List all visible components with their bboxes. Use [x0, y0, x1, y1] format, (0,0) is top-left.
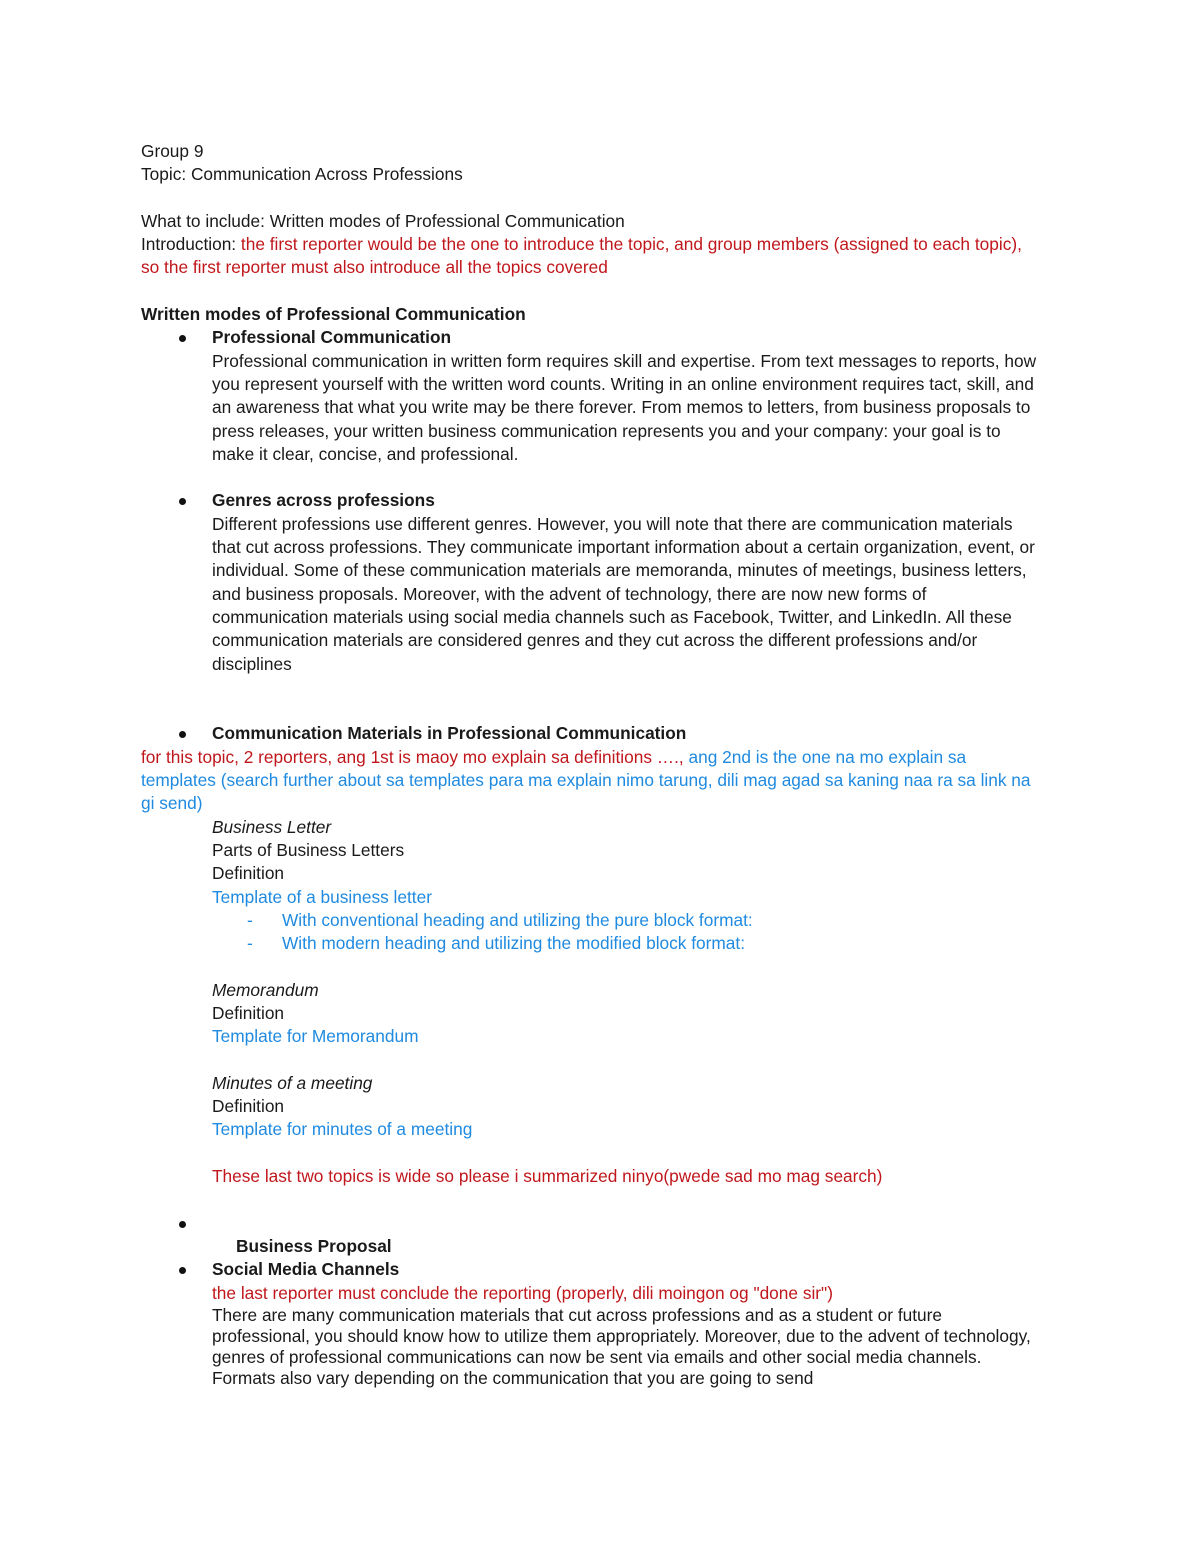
- paragraph-line: communication materials using social media channels such as Facebook, Twitter, and LinkedIn. All these: [212, 606, 1012, 627]
- genres-body: [141, 513, 1061, 676]
- bullet-social-media: [141, 1258, 1061, 1281]
- paragraph-line: and business proposals. Moreover, with the advent of technology, there are now new forms of: [212, 583, 927, 604]
- paragraph-line: There are many communication materials that cut across professions and as a student or future: [212, 1304, 943, 1325]
- memorandum-block: [141, 979, 1061, 1189]
- business-letter-title: Business Letter: [212, 816, 332, 837]
- business-letter-template: Template of a business letter: [212, 886, 432, 907]
- minutes-title: Minutes of a meeting: [212, 1072, 373, 1093]
- dash-item-label: With modern heading and utilizing the modified block format:: [282, 933, 745, 954]
- bullet-icon: [179, 731, 186, 738]
- dash-item-label: With conventional heading and utilizing the pure block format:: [282, 909, 753, 930]
- summary-note: These last two topics is wide so please i summarized ninyo(pwede sad mo mag search): [212, 1166, 883, 1187]
- bullet-heading: Business Proposal: [231, 1235, 392, 1256]
- paragraph-line: Professional communication in written form requires skill and expertise. From text messages to reports, how: [212, 350, 1037, 371]
- minutes-definition: Definition: [212, 1096, 285, 1117]
- bullet-professional-communication: [141, 326, 1061, 349]
- paragraph-line: Formats also vary depending on the communication that you are going to send: [212, 1367, 814, 1388]
- bullet-icon: [179, 1221, 186, 1228]
- paragraph-line: disciplines: [212, 653, 292, 674]
- bullet-heading: Communication Materials in Professional Communication: [212, 723, 687, 744]
- memorandum-definition: Definition: [212, 1002, 285, 1023]
- memorandum-template: Template for Memorandum: [212, 1026, 419, 1047]
- include-label: What to include: Written modes of Professional Communication: [141, 210, 625, 231]
- minutes-template: Template for minutes of a meeting: [212, 1119, 473, 1140]
- social-media-body: [141, 1282, 1061, 1389]
- materials-note-blue-end: gi send): [141, 793, 203, 814]
- bullet-icon: [179, 335, 186, 342]
- professional-communication-body: [141, 350, 1061, 466]
- business-letter-definition: Definition: [212, 863, 285, 884]
- document-page: [141, 140, 1061, 1389]
- group-label: Group 9: [141, 141, 204, 161]
- bullet-heading: Social Media Channels: [212, 1259, 400, 1280]
- dash-icon: -: [247, 933, 253, 954]
- paragraph-line: you represent yourself with the written word counts. Writing in an online environment requires tact, skill, and: [212, 373, 1034, 394]
- bullet-genres: [141, 489, 1061, 512]
- bullet-heading: Professional Communication: [212, 327, 452, 348]
- intro-line: [141, 233, 1061, 256]
- materials-note: [141, 746, 1061, 769]
- bullet-business-proposal: [141, 1212, 1061, 1256]
- paragraph-line: an awareness that what you write may be there forever. From memos to letters, from business proposals to: [212, 397, 1031, 418]
- paragraph-line: that cut across professions. They communicate important information about a certain organization, event, or: [212, 537, 1035, 558]
- intro-note: the first reporter would be the one to introduce the topic, and group members (assigned to each topic),: [240, 234, 1022, 255]
- paragraph-line: communication materials are considered genres and they cut across the different professions and/or: [212, 630, 978, 651]
- paragraph-line: Different professions use different genres. However, you will note that there are communication materials: [212, 513, 1013, 534]
- business-letter-parts: Parts of Business Letters: [212, 839, 405, 860]
- bullet-icon: [179, 498, 186, 505]
- paragraph-line: professional, you should know how to utilize them appropriately. Moreover, due to the advent of technology,: [212, 1325, 1031, 1346]
- memorandum-title: Memorandum: [212, 979, 319, 1000]
- topic-label: Topic: Communication Across Professions: [141, 164, 463, 185]
- paragraph-line: genres of professional communications can now be sent via emails and other social media channels.: [212, 1346, 982, 1367]
- bullet-icon: [179, 1267, 186, 1274]
- social-media-note: the last reporter must conclude the reporting (properly, dili moingon og "done sir"): [212, 1282, 833, 1303]
- dash-item-modified-block: [141, 932, 1061, 955]
- materials-note-blue: ang 2nd is the one na mo explain sa: [683, 746, 967, 767]
- section-title: Written modes of Professional Communication: [141, 304, 526, 325]
- intro-note-cont: so the first reporter must also introduce all the topics covered: [141, 257, 608, 278]
- dash-icon: -: [247, 909, 253, 930]
- business-letter-block: [141, 816, 1061, 909]
- paragraph-line: individual. Some of these communication materials are memoranda, minutes of meetings, business letters,: [212, 560, 1027, 581]
- bullet-communication-materials: [141, 722, 1061, 745]
- paragraph-line: make it clear, concise, and professional.: [212, 443, 519, 464]
- bullet-heading: Genres across professions: [212, 490, 435, 511]
- paragraph-line: press releases, your written business communication represents you and your company: your goal is to: [212, 420, 1001, 441]
- materials-note-red: for this topic, 2 reporters, ang 1st is maoy mo explain sa definitions ….,: [141, 746, 684, 767]
- dash-item-pure-block: [141, 909, 1061, 932]
- materials-note-blue-cont: templates (search further about sa templates para ma explain nimo tarung, dili mag agad sa kaning naa ra sa link na: [141, 770, 1031, 791]
- intro-label: Introduction:: [141, 234, 241, 255]
